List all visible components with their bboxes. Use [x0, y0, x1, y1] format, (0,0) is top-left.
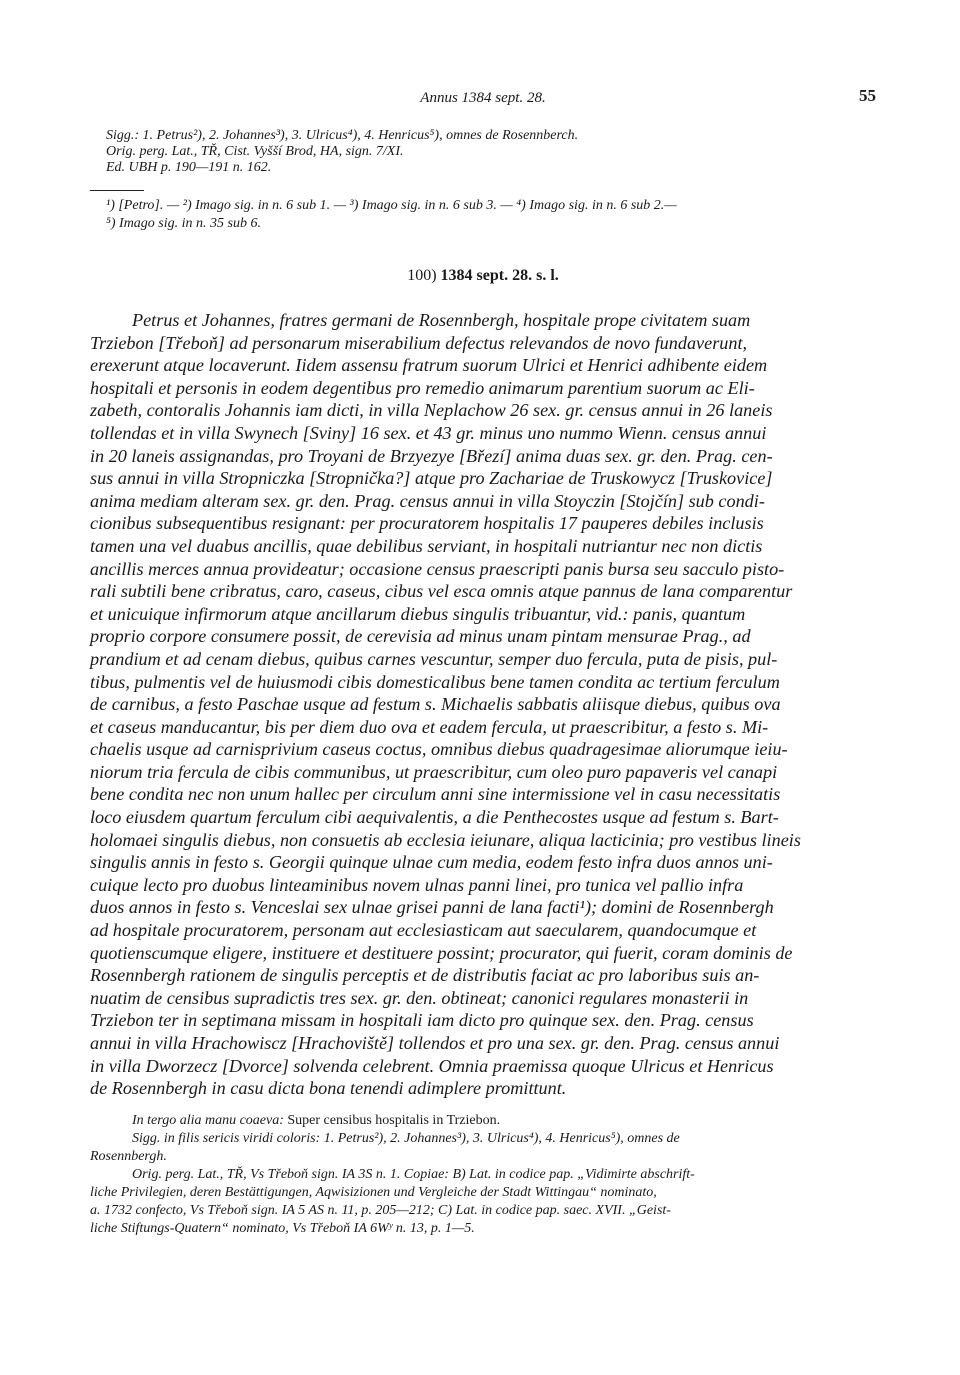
body-line: nuatim de censibus supradictis tres sex. gr. den. obtineat; canonici regulares monasterii in — [90, 987, 749, 1008]
body-line: hospitali et personis in eodem degentibus pro remedio animarum parentium suorum ac Eli- — [90, 377, 755, 398]
body-line: in 20 laneis assignandas, pro Troyani de Brzyezye [Březí] anima duas sex. gr. den. Prag. cen- — [90, 445, 773, 466]
body-line: Trziebon ter in septimana missam in hospitali iam dicto pro quinque sex. den. Prag. census — [90, 1010, 754, 1031]
body-line: Petrus et Johannes, fratres germani de Rosennbergh, hospitale prope civitatem suam — [132, 310, 751, 330]
body-line: zabeth, contoralis Johannis iam dicti, in villa Neplachow 26 sex. gr. census annui in 26 laneis — [90, 400, 773, 421]
body-line: cuique lecto pro duobus linteaminibus novem ulnas panni linei, pro tunica vel pallio infra — [90, 874, 744, 895]
footnote-divider — [90, 190, 144, 191]
body-line: et caseus manducantur, bis per diem duo ova et eadem fercula, ut praescribitur, a festo s. Mi- — [90, 716, 769, 737]
body-line: anima mediam alteram sex. gr. den. Prag. census annui in villa Stoyczin [Stojčín] sub condi- — [90, 490, 765, 511]
sigillum-note: Sigg. in filis sericis viridi coloris: 1. Petrus²), 2. Johannes³), 3. Ulricus⁴), 4. Henricus⁵), omnes de — [132, 1130, 680, 1146]
regest-text — [90, 309, 876, 1100]
edition-line: Ed. UBH p. 190—191 n. 162. — [106, 160, 272, 175]
body-line: rali subtili bene cribratus, caro, caseus, cibus vel esca omnis atque pannus de lana comparentur — [90, 581, 793, 602]
original-line: Orig. perg. Lat., TŘ, Cist. Vyšší Brod, HA, sign. 7/XI. — [106, 144, 404, 159]
body-line: de Rosennbergh in casu dicta bona tenendi adimplere promittunt. — [90, 1078, 567, 1099]
body-line: proprio corpore consumere possit, de cerevisia ad minus unam pintam mensurae Prag., ad — [90, 626, 751, 647]
sigillum-line: Sigg.: 1. Petrus²), 2. Johannes³), 3. Ulricus⁴), 4. Henricus⁵), omnes de Rosennberch. — [106, 128, 579, 143]
body-line: holomaei singulis diebus, non consuetis ab ecclesia ieiunare, aliqua lacticinia; pro vestibus lineis — [90, 829, 801, 850]
body-line: duos annos in festo s. Venceslai sex ulnae grisei panni de lana facti¹); domini de Rosennbergh — [90, 897, 774, 918]
document-page — [90, 86, 876, 1238]
body-line: niorum tria fercula de cibis communibus, ut praescribitur, cum oleo puro papaveris vel canapi — [90, 761, 778, 782]
body-line: chaelis usque ad carnisprivium caseus coctus, omnibus diebus quadragesimae aliorumque ieiu- — [90, 739, 788, 760]
body-line: de carnibus, a festo Paschae usque ad festum s. Michaelis sabbatis aliisque diebus, quibus ova — [90, 694, 781, 715]
body-line: tollendas et in villa Swynech [Sviny] 16 sex. et 43 gr. minus uno nummo Wienn. census annui — [90, 422, 767, 443]
body-line: sus annui in villa Stropniczka [Stropnička?] atque pro Zachariae de Truskowycz [Truskovice] — [90, 468, 773, 489]
sigillum-note-cont: Rosennbergh. — [90, 1148, 167, 1164]
body-line: Trziebon [Třeboň] ad personarum miserabilium defectus relevandos de novo fundaverunt, — [90, 332, 748, 353]
body-line: loco eiusdem quartum ferculum cibi aequivalentis, a die Penthecostes usque ad festum s. Bart- — [90, 807, 779, 828]
footnote-line: ⁵) Imago sig. in n. 35 sub 6. — [106, 216, 261, 231]
body-line: ad hospitale procuratorem, personam aut ecclesiasticam aut saecularem, quandocumque et — [90, 920, 757, 941]
body-line: erexerunt atque locaverunt. Iidem assensu fratrum suorum Ulrici et Henrici adhibente eidem — [90, 355, 768, 376]
tergo-note — [90, 1112, 876, 1130]
body-line: et unicuique infirmorum atque ancillarum diebus singulis tribuantur, vid.: panis, quantum — [90, 603, 746, 624]
page-header — [90, 86, 876, 110]
body-line: quotienscumque eligere, instituere et destituere possint; procurator, qui fuerit, coram dominis de — [90, 942, 793, 963]
origin-note: Orig. perg. Lat., TŘ, Vs Třeboň sign. IA 3S n. 1. Copiae: B) Lat. in codice pap. „Vidimirte abschrift- — [132, 1166, 695, 1182]
tergo-label: In tergo alia manu coaeva: — [132, 1112, 284, 1128]
footnote-line: ¹) [Petro]. — ²) Imago sig. in n. 6 sub 1. — ³) Imago sig. in n. 6 sub 3. — ⁴) Imago sig. in n. 6 sub 2.— — [106, 198, 677, 213]
footnotes — [90, 197, 876, 233]
origin-note-cont: liche Stiftungs-Quatern“ nominato, Vs Třeboň IA 6Wʸ n. 13, p. 1—5. — [90, 1220, 475, 1236]
document-date: 1384 sept. 28. s. l. — [440, 267, 559, 284]
body-line: bene condita nec non unum hallec per circulum anni sine intermissione vel in casu necessitatis — [90, 784, 781, 805]
document-heading — [90, 267, 876, 285]
running-head: Annus 1384 sept. 28. — [420, 90, 546, 106]
body-line: tibus, pulmentis vel de huiusmodi cibis domesticalibus bene tamen condita ac tertium ferculum — [90, 671, 780, 692]
origin-note-cont: a. 1732 confecto, Vs Třeboň sign. IA 5 AS n. 11, p. 205—212; C) Lat. in codice pap. saec. XVII. „Geist- — [90, 1202, 671, 1218]
body-line: annui in villa Hrachowiscz [Hrachoviště] tollendos et pro una sex. gr. den. Prag. census annui — [90, 1033, 780, 1053]
document-number: 100) — [407, 267, 437, 284]
tergo-text: Super censibus hospitalis in Trziebon. — [287, 1112, 501, 1128]
body-line: cionibus subsequentibus resignant: per procuratorem hospitalis 17 pauperes debiles inclusis — [90, 513, 764, 534]
previous-document-metadata — [90, 128, 876, 176]
body-line: Rosennbergh rationem de singulis perceptis et de distributis faciat ac pro laboribus suis an- — [90, 965, 760, 986]
body-line: ancillis merces annua provideatur; occasione census praescripti panis bursa seu sacculo pisto- — [90, 558, 785, 579]
body-line: prandium et ad cenam diebus, quibus carnes vescuntur, semper duo fercula, puta de pisis, pul- — [90, 648, 778, 669]
origin-note-cont: liche Privilegien, deren Bestättigungen, Aqwisizionen und Vergleiche der Stadt Wittingau“ nominato, — [90, 1184, 657, 1200]
document-notes — [90, 1112, 876, 1238]
page-number: 55 — [859, 86, 876, 105]
body-line: in villa Dworzecz [Dvorce] solvenda celebrent. Omnia praemissa quoque Ulricus et Henricus — [90, 1055, 774, 1076]
body-line: tamen una vel duabus ancillis, quae debilibus serviant, in hospitali nutriantur nec non dictis — [90, 535, 763, 556]
body-line: singulis annis in festo s. Georgii quinque ulnae cum media, eodem festo infra duos annos uni- — [90, 852, 773, 873]
